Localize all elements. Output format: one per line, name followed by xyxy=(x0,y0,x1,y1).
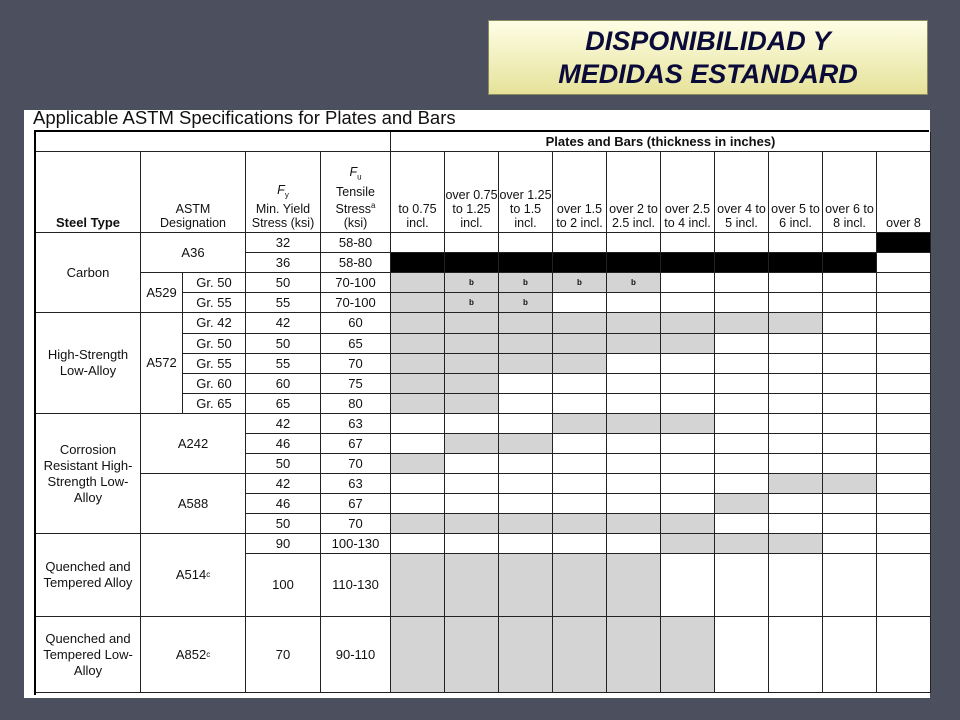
tensile-stress-cell: 90-110 xyxy=(321,617,391,693)
fu-superscript: a xyxy=(370,200,376,210)
availability-cell xyxy=(553,554,607,617)
availability-cell xyxy=(607,374,661,394)
availability-cell xyxy=(445,474,499,494)
availability-cell xyxy=(715,293,769,313)
grade-cell: Gr. 55 xyxy=(183,354,246,374)
designation-a852-label: A852 xyxy=(175,646,207,662)
availability-cell xyxy=(715,514,769,534)
group-carbon: Carbon xyxy=(36,233,141,313)
availability-cell xyxy=(661,334,715,354)
availability-cell xyxy=(553,334,607,354)
availability-cell xyxy=(391,354,445,374)
availability-cell xyxy=(823,414,877,434)
availability-cell xyxy=(769,454,823,474)
availability-cell xyxy=(499,394,553,414)
availability-cell xyxy=(607,434,661,454)
tensile-stress-cell: 70 xyxy=(321,454,391,474)
availability-cell xyxy=(391,554,445,617)
designation-a514 xyxy=(141,534,246,617)
designation-a572: A572 xyxy=(141,313,183,414)
availability-cell xyxy=(553,474,607,494)
tensile-stress-cell: 70-100 xyxy=(321,293,391,313)
availability-cell xyxy=(715,233,769,253)
availability-cell xyxy=(553,414,607,434)
designation-a514-label: A514 xyxy=(175,567,207,582)
tensile-stress-cell: 70 xyxy=(321,514,391,534)
footnote-mark: b xyxy=(631,278,636,287)
availability-cell xyxy=(715,354,769,374)
yield-stress-cell: 42 xyxy=(246,313,321,334)
tensile-stress-cell: 67 xyxy=(321,434,391,454)
yield-stress-cell: 60 xyxy=(246,374,321,394)
grade-cell: Gr. 50 xyxy=(183,334,246,354)
availability-cell xyxy=(661,617,715,693)
availability-cell xyxy=(499,414,553,434)
fy-subscript: y xyxy=(284,190,289,199)
availability-cell xyxy=(715,334,769,354)
availability-cell xyxy=(445,354,499,374)
availability-cell xyxy=(499,374,553,394)
astm-spec-document xyxy=(24,107,930,698)
availability-cell xyxy=(661,494,715,514)
availability-cell xyxy=(499,617,553,693)
availability-cell xyxy=(661,414,715,434)
availability-cell xyxy=(607,554,661,617)
availability-cell xyxy=(391,374,445,394)
thickness-header-3: over 1.5 to 2 incl. xyxy=(553,152,607,233)
availability-cell xyxy=(823,293,877,313)
tensile-stress-cell: 100-130 xyxy=(321,534,391,554)
availability-cell xyxy=(391,617,445,693)
thickness-group-header: Plates and Bars (thickness in inches) xyxy=(391,132,931,152)
availability-cell xyxy=(823,354,877,374)
availability-cell xyxy=(553,394,607,414)
yield-stress-cell: 42 xyxy=(246,474,321,494)
availability-cell xyxy=(823,474,877,494)
availability-cell xyxy=(769,334,823,354)
tensile-stress-cell: 70-100 xyxy=(321,273,391,293)
availability-cell xyxy=(661,534,715,554)
availability-cell xyxy=(607,494,661,514)
grade-cell: Gr. 50 xyxy=(183,273,246,293)
availability-cell xyxy=(877,374,931,394)
yield-stress-cell: 55 xyxy=(246,354,321,374)
availability-cell xyxy=(877,617,931,693)
yield-stress-cell: 46 xyxy=(246,434,321,454)
availability-cell xyxy=(499,253,553,273)
designation-a529: A529 xyxy=(141,273,183,313)
designation-a852-superscript: c xyxy=(206,649,211,659)
availability-cell xyxy=(391,273,445,293)
availability-cell xyxy=(553,354,607,374)
availability-cell xyxy=(823,514,877,534)
availability-cell xyxy=(607,253,661,273)
availability-cell xyxy=(391,434,445,454)
availability-cell xyxy=(877,233,931,253)
availability-cell xyxy=(877,454,931,474)
availability-cell xyxy=(769,233,823,253)
availability-cell xyxy=(607,414,661,434)
availability-cell xyxy=(607,354,661,374)
availability-cell xyxy=(877,474,931,494)
fu-label: Tensile Stress xyxy=(335,184,375,216)
availability-cell xyxy=(553,494,607,514)
availability-cell xyxy=(769,313,823,334)
availability-cell xyxy=(607,293,661,313)
availability-cell xyxy=(661,454,715,474)
availability-cell xyxy=(823,534,877,554)
availability-cell xyxy=(769,554,823,617)
availability-cell xyxy=(661,293,715,313)
availability-cell xyxy=(553,233,607,253)
thickness-header-9: over 8 xyxy=(877,152,931,233)
yield-stress-cell: 42 xyxy=(246,414,321,434)
availability-cell xyxy=(607,617,661,693)
availability-cell xyxy=(715,394,769,414)
availability-cell xyxy=(607,233,661,253)
availability-cell xyxy=(877,534,931,554)
availability-cell xyxy=(445,293,499,313)
availability-cell xyxy=(553,514,607,534)
thickness-header-6: over 4 to 5 incl. xyxy=(715,152,769,233)
availability-cell xyxy=(445,514,499,534)
group-high-strength-low-alloy: High-Strength Low-Alloy xyxy=(36,313,141,414)
availability-cell xyxy=(391,233,445,253)
availability-cell xyxy=(553,617,607,693)
availability-cell xyxy=(769,474,823,494)
availability-cell xyxy=(391,534,445,554)
availability-cell xyxy=(769,354,823,374)
yield-stress-cell: 32 xyxy=(246,233,321,253)
availability-cell xyxy=(391,253,445,273)
yield-stress-cell: 65 xyxy=(246,394,321,414)
availability-cell xyxy=(661,394,715,414)
availability-cell xyxy=(553,253,607,273)
availability-cell xyxy=(607,313,661,334)
grade-cell: Gr. 55 xyxy=(183,293,246,313)
availability-cell xyxy=(715,313,769,334)
availability-cell xyxy=(391,454,445,474)
fu-unit: (ksi) xyxy=(343,216,368,230)
availability-cell xyxy=(661,253,715,273)
group-corrosion-resistant: Corrosion Resistant High-Strength Low-Alloy xyxy=(36,414,141,534)
availability-cell xyxy=(391,394,445,414)
footnote-mark: b xyxy=(523,298,528,307)
thickness-header-1: over 0.75 to 1.25 incl. xyxy=(445,152,499,233)
availability-cell xyxy=(661,354,715,374)
availability-cell xyxy=(661,434,715,454)
availability-cell xyxy=(391,293,445,313)
thickness-header-2: over 1.25 to 1.5 incl. xyxy=(499,152,553,233)
availability-cell xyxy=(445,253,499,273)
thickness-header-7: over 5 to 6 incl. xyxy=(769,152,823,233)
availability-cell xyxy=(445,394,499,414)
tensile-stress-cell: 70 xyxy=(321,354,391,374)
availability-cell xyxy=(715,534,769,554)
availability-cell xyxy=(499,293,553,313)
group-quenched-tempered-alloy: Quenched and Tempered Alloy xyxy=(36,534,141,617)
tensile-stress-cell: 110-130 xyxy=(321,554,391,617)
tensile-stress-cell: 58-80 xyxy=(321,233,391,253)
availability-cell xyxy=(553,374,607,394)
availability-cell xyxy=(607,394,661,414)
thickness-header-4: over 2 to 2.5 incl. xyxy=(607,152,661,233)
availability-cell xyxy=(499,534,553,554)
availability-cell xyxy=(553,293,607,313)
yield-stress-cell: 90 xyxy=(246,534,321,554)
availability-cell xyxy=(769,494,823,514)
availability-cell xyxy=(715,434,769,454)
availability-cell xyxy=(391,414,445,434)
availability-cell xyxy=(661,554,715,617)
fy-label: Min. Yield Stress (ksi) xyxy=(251,202,315,230)
availability-cell xyxy=(553,273,607,293)
availability-cell xyxy=(715,374,769,394)
fu-symbol: F xyxy=(349,165,358,180)
availability-cell xyxy=(715,494,769,514)
availability-cell xyxy=(877,334,931,354)
fy-symbol: F xyxy=(277,182,285,197)
steel-type-header: Steel Type xyxy=(36,152,141,233)
tensile-stress-cell: 63 xyxy=(321,414,391,434)
availability-cell xyxy=(661,514,715,534)
availability-cell xyxy=(877,414,931,434)
footnote-mark: b xyxy=(577,278,582,287)
availability-cell xyxy=(661,474,715,494)
availability-cell xyxy=(877,273,931,293)
availability-cell xyxy=(499,454,553,474)
availability-cell xyxy=(499,514,553,534)
availability-cell xyxy=(499,554,553,617)
availability-cell xyxy=(769,293,823,313)
availability-cell xyxy=(661,374,715,394)
availability-cell xyxy=(445,374,499,394)
availability-cell xyxy=(445,414,499,434)
availability-cell xyxy=(823,233,877,253)
thickness-header-8: over 6 to 8 incl. xyxy=(823,152,877,233)
availability-cell xyxy=(499,494,553,514)
tensile-stress-cell: 65 xyxy=(321,334,391,354)
yield-stress-cell: 70 xyxy=(246,617,321,693)
availability-cell xyxy=(553,534,607,554)
availability-cell xyxy=(553,454,607,474)
availability-cell xyxy=(823,253,877,273)
availability-cell xyxy=(769,374,823,394)
footnote-mark: b xyxy=(469,298,474,307)
availability-cell xyxy=(553,313,607,334)
yield-stress-cell: 55 xyxy=(246,293,321,313)
availability-cell xyxy=(823,394,877,414)
yield-stress-cell: 36 xyxy=(246,253,321,273)
designation-a852 xyxy=(141,617,246,693)
availability-cell xyxy=(661,273,715,293)
tensile-stress-cell: 58-80 xyxy=(321,253,391,273)
header-spacer xyxy=(36,132,391,152)
yield-stress-cell: 50 xyxy=(246,273,321,293)
footnote-mark: b xyxy=(469,278,474,287)
availability-cell xyxy=(877,293,931,313)
availability-cell xyxy=(877,554,931,617)
availability-cell xyxy=(499,474,553,494)
availability-cell xyxy=(715,414,769,434)
availability-cell xyxy=(445,233,499,253)
availability-cell xyxy=(823,454,877,474)
availability-cell xyxy=(499,313,553,334)
availability-cell xyxy=(607,273,661,293)
availability-cell xyxy=(553,434,607,454)
availability-cell xyxy=(769,273,823,293)
astm-spec-table xyxy=(34,130,929,695)
tensile-stress-cell: 75 xyxy=(321,374,391,394)
availability-cell xyxy=(715,474,769,494)
availability-cell xyxy=(445,273,499,293)
grade-cell: Gr. 60 xyxy=(183,374,246,394)
availability-cell xyxy=(877,394,931,414)
availability-cell xyxy=(391,313,445,334)
availability-cell xyxy=(769,617,823,693)
availability-cell xyxy=(877,514,931,534)
availability-cell xyxy=(823,554,877,617)
availability-cell xyxy=(445,334,499,354)
availability-cell xyxy=(769,414,823,434)
availability-cell xyxy=(715,554,769,617)
availability-cell xyxy=(823,334,877,354)
yield-stress-cell: 46 xyxy=(246,494,321,514)
slide-title-box xyxy=(488,20,928,95)
availability-cell xyxy=(769,394,823,414)
availability-cell xyxy=(661,313,715,334)
availability-cell xyxy=(607,534,661,554)
tensile-stress-cell: 60 xyxy=(321,313,391,334)
availability-cell xyxy=(445,494,499,514)
designation-a514-superscript: c xyxy=(206,570,211,579)
availability-cell xyxy=(499,434,553,454)
availability-cell xyxy=(445,454,499,474)
availability-cell xyxy=(823,313,877,334)
availability-cell xyxy=(391,494,445,514)
availability-cell xyxy=(715,617,769,693)
availability-cell xyxy=(499,273,553,293)
thickness-header-5: over 2.5 to 4 incl. xyxy=(661,152,715,233)
availability-cell xyxy=(391,334,445,354)
thickness-header-0: to 0.75 incl. xyxy=(391,152,445,233)
yield-stress-cell: 50 xyxy=(246,334,321,354)
availability-cell xyxy=(391,514,445,534)
availability-cell xyxy=(607,334,661,354)
availability-cell xyxy=(607,514,661,534)
grade-cell: Gr. 65 xyxy=(183,394,246,414)
availability-cell xyxy=(877,313,931,334)
availability-cell xyxy=(877,434,931,454)
astm-designation-header: ASTM Designation xyxy=(141,152,246,233)
availability-cell xyxy=(877,494,931,514)
availability-cell xyxy=(445,313,499,334)
tensile-stress-header xyxy=(321,152,391,233)
grade-cell: Gr. 42 xyxy=(183,313,246,334)
min-yield-header xyxy=(246,152,321,233)
footnote-mark: b xyxy=(523,278,528,287)
availability-cell xyxy=(877,253,931,273)
availability-cell xyxy=(661,233,715,253)
slide-title-line1: DISPONIBILIDAD Y xyxy=(585,25,831,56)
designation-a36: A36 xyxy=(141,233,246,273)
availability-cell xyxy=(769,514,823,534)
slide-title-line2: MEDIDAS ESTANDARD xyxy=(558,58,858,89)
tensile-stress-cell: 67 xyxy=(321,494,391,514)
yield-stress-cell: 50 xyxy=(246,454,321,474)
availability-cell xyxy=(607,474,661,494)
availability-cell xyxy=(769,253,823,273)
availability-cell xyxy=(823,273,877,293)
availability-cell xyxy=(445,617,499,693)
designation-a242: A242 xyxy=(141,414,246,474)
availability-cell xyxy=(823,374,877,394)
designation-a588: A588 xyxy=(141,474,246,534)
group-quenched-tempered-low-alloy: Quenched and Tempered Low-Alloy xyxy=(36,617,141,693)
availability-cell xyxy=(391,474,445,494)
availability-cell xyxy=(877,354,931,374)
availability-cell xyxy=(715,273,769,293)
yield-stress-cell: 100 xyxy=(246,554,321,617)
availability-cell xyxy=(445,434,499,454)
availability-cell xyxy=(499,354,553,374)
availability-cell xyxy=(715,454,769,474)
yield-stress-cell: 50 xyxy=(246,514,321,534)
tensile-stress-cell: 80 xyxy=(321,394,391,414)
document-title: Applicable ASTM Specifications for Plates and Bars xyxy=(33,107,456,128)
availability-cell xyxy=(823,434,877,454)
availability-cell xyxy=(715,253,769,273)
availability-cell xyxy=(499,233,553,253)
availability-cell xyxy=(445,554,499,617)
availability-cell xyxy=(769,434,823,454)
availability-cell xyxy=(769,534,823,554)
availability-cell xyxy=(823,494,877,514)
tensile-stress-cell: 63 xyxy=(321,474,391,494)
availability-cell xyxy=(823,617,877,693)
fu-subscript: u xyxy=(357,172,362,182)
availability-cell xyxy=(445,534,499,554)
availability-cell xyxy=(607,454,661,474)
availability-cell xyxy=(499,334,553,354)
